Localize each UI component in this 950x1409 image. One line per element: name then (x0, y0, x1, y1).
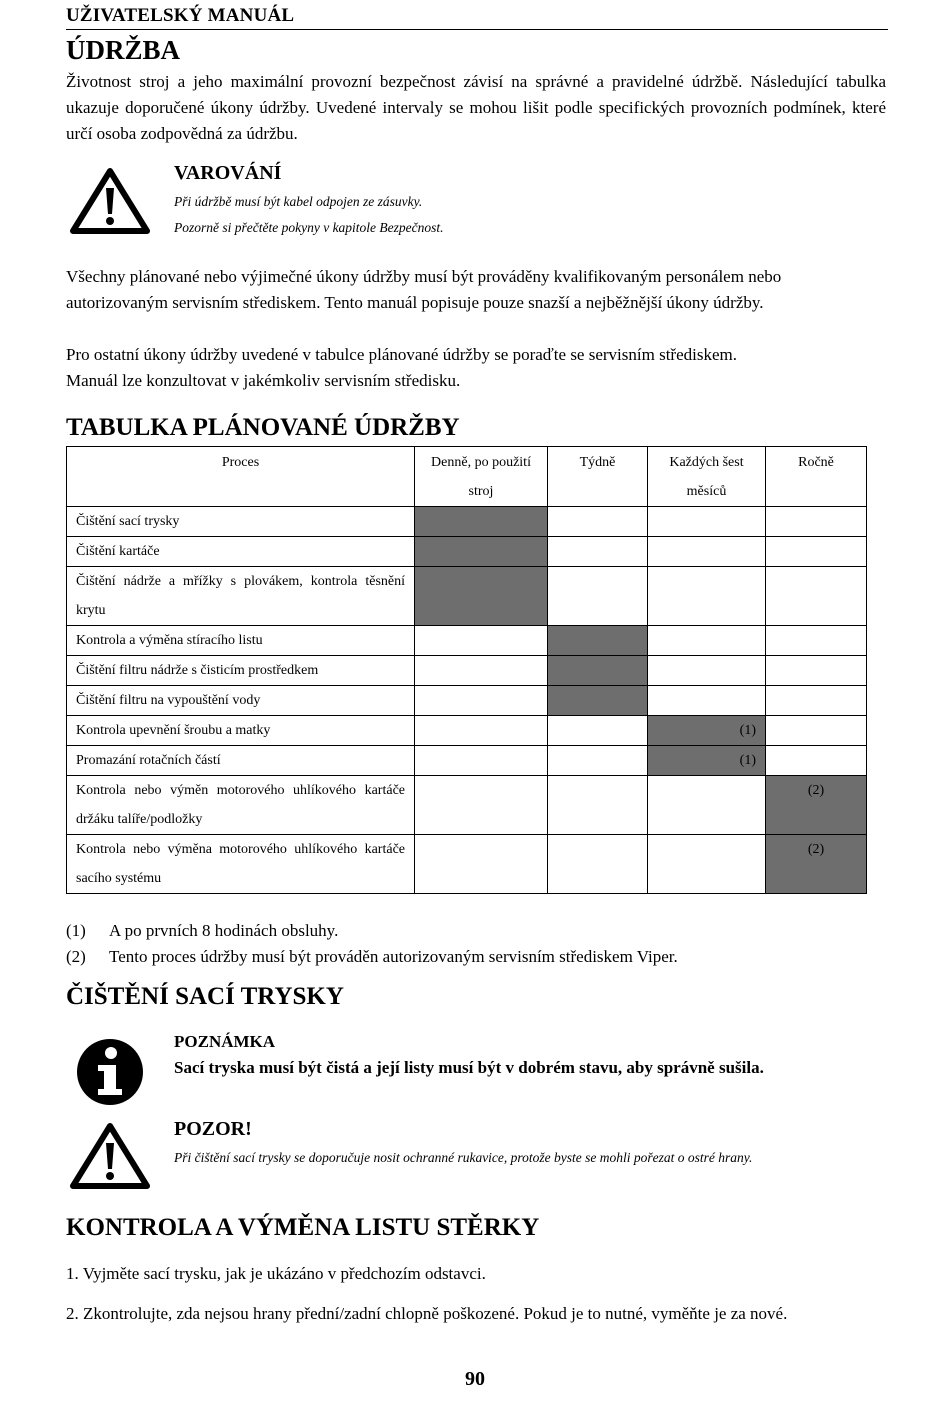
schedule-cell-six-months (648, 626, 766, 656)
table-row (67, 626, 867, 656)
schedule-cell-six-months: (1) (648, 716, 766, 746)
warning-title: VAROVÁNÍ (174, 162, 282, 184)
row-process: Promazání rotačních částí (67, 746, 415, 776)
maintenance-table (66, 446, 867, 894)
caution-title: POZOR! (174, 1118, 252, 1140)
schedule-cell-weekly (548, 537, 648, 567)
schedule-cell-six-months (648, 686, 766, 716)
schedule-cell-six-months (648, 776, 766, 835)
row-process: Čištění sací trysky (67, 507, 415, 537)
col-header-daily: Denně, po použití stroj (415, 447, 548, 507)
table-row (67, 835, 867, 894)
schedule-cell-yearly (766, 507, 867, 537)
schedule-cell-daily (415, 567, 548, 626)
schedule-cell-daily (415, 507, 548, 537)
schedule-cell-six-months (648, 835, 766, 894)
schedule-cell-daily (415, 835, 548, 894)
schedule-cell-yearly: (2) (766, 776, 867, 835)
body-paragraph-3: Manuál lze konzultovat v jakémkoliv servisním středisku. (66, 371, 461, 390)
warning-triangle-icon (70, 168, 150, 234)
warning-line-1: Při údržbě musí být kabel odpojen ze zásuvky. (174, 194, 423, 209)
col-header-six-months: Každých šest měsíců (648, 447, 766, 507)
maintenance-intro: Životnost stroj a jeho maximální provozní bezpečnost závisí na správné a pravidelné údržbě. Následující tabulka ukazuje doporučené úkony údržby. Uvedené intervaly se mohou lišit podle specifických provozních podmínek, které určí osoba zodpovědná za údržbu. (66, 72, 886, 143)
schedule-cell-weekly (548, 835, 648, 894)
schedule-cell-yearly (766, 686, 867, 716)
schedule-cell-daily (415, 746, 548, 776)
header-title: UŽIVATELSKÝ MANUÁL (66, 5, 295, 26)
schedule-cell-yearly (766, 716, 867, 746)
schedule-cell-weekly (548, 776, 648, 835)
schedule-cell-yearly: (2) (766, 835, 867, 894)
schedule-cell-yearly (766, 567, 867, 626)
maintenance-heading: ÚDRŽBA (66, 35, 181, 65)
row-process: Kontrola upevnění šroubu a matky (67, 716, 415, 746)
schedule-cell-yearly (766, 626, 867, 656)
footnote-number-2: (2) (66, 947, 86, 966)
schedule-cell-weekly (548, 567, 648, 626)
col-header-weekly: Týdně (548, 447, 648, 507)
row-process: Čištění nádrže a mřížky s plovákem, kontrola těsnění krytu (67, 567, 415, 626)
row-process: Kontrola a výměna stíracího listu (67, 626, 415, 656)
row-process: Kontrola nebo výměn motorového uhlíkového kartáče držáku talíře/podložky (67, 776, 415, 835)
caution-triangle-icon (70, 1123, 150, 1189)
table-row (67, 656, 867, 686)
footnote-text-1: A po prvních 8 hodinách obsluhy. (109, 921, 339, 940)
warning-line-2: Pozorně si přečtěte pokyny v kapitole Bezpečnost. (174, 220, 444, 235)
row-process: Čištění filtru na vypouštění vody (67, 686, 415, 716)
schedule-cell-six-months (648, 507, 766, 537)
page-number: 90 (465, 1368, 485, 1390)
schedule-cell-yearly (766, 746, 867, 776)
blade-step-1: 1. Vyjměte sací trysku, jak je ukázáno v předchozím odstavci. (66, 1264, 486, 1283)
table-row (67, 537, 867, 567)
schedule-cell-yearly (766, 656, 867, 686)
body-paragraph-1: Všechny plánované nebo výjimečné úkony údržby musí být prováděny kvalifikovaným personálem nebo autorizovaným servisním střediskem. Tento manuál popisuje pouze snazší a nejběžnější úkony údržby. (66, 267, 782, 312)
blade-step-2: 2. Zkontrolujte, zda nejsou hrany přední/zadní chlopně poškozené. Pokud je to nutné, vyměňte je za nové. (66, 1304, 788, 1323)
schedule-cell-yearly (766, 537, 867, 567)
header-divider (66, 29, 888, 30)
blade-heading: KONTROLA A VÝMĚNA LISTU STĚRKY (66, 1214, 540, 1241)
schedule-cell-daily (415, 656, 548, 686)
note-text: Sací tryska musí být čistá a její listy musí být v dobrém stavu, aby správně sušila. (174, 1058, 764, 1077)
table-row (67, 507, 867, 537)
table-row (67, 567, 867, 626)
footnote-number-1: (1) (66, 921, 86, 940)
schedule-cell-weekly (548, 746, 648, 776)
schedule-cell-weekly (548, 507, 648, 537)
table-row (67, 776, 867, 835)
schedule-cell-six-months: (1) (648, 746, 766, 776)
schedule-cell-daily (415, 686, 548, 716)
note-title: POZNÁMKA (174, 1032, 276, 1051)
row-process: Čištění kartáče (67, 537, 415, 567)
schedule-cell-six-months (648, 656, 766, 686)
table-row (67, 746, 867, 776)
cleaning-heading: ČIŠTĚNÍ SACÍ TRYSKY (66, 983, 344, 1010)
table-heading: TABULKA PLÁNOVANÉ ÚDRŽBY (66, 414, 460, 441)
caution-text: Při čištění sací trysky se doporučuje nosit ochranné rukavice, protože byste se mohli pořezat o ostré hrany. (174, 1150, 753, 1165)
schedule-cell-six-months (648, 567, 766, 626)
col-header-process: Proces (67, 447, 415, 507)
table-header-row (67, 447, 867, 507)
footnote-text-2: Tento proces údržby musí být prováděn autorizovaným servisním střediskem Viper. (109, 947, 678, 966)
schedule-cell-weekly (548, 656, 648, 686)
schedule-cell-weekly (548, 716, 648, 746)
table-row (67, 716, 867, 746)
schedule-cell-daily (415, 776, 548, 835)
row-process: Čištění filtru nádrže s čisticím prostředkem (67, 656, 415, 686)
col-header-yearly: Ročně (766, 447, 867, 507)
table-row (67, 686, 867, 716)
schedule-cell-weekly (548, 686, 648, 716)
schedule-cell-daily (415, 626, 548, 656)
schedule-cell-weekly (548, 626, 648, 656)
schedule-cell-daily (415, 716, 548, 746)
body-paragraph-2: Pro ostatní úkony údržby uvedené v tabulce plánované údržby se poraďte se servisním střediskem. (66, 345, 737, 364)
schedule-cell-daily (415, 537, 548, 567)
row-process: Kontrola nebo výměna motorového uhlíkového kartáče sacího systému (67, 835, 415, 894)
info-icon (76, 1038, 144, 1106)
schedule-cell-six-months (648, 537, 766, 567)
